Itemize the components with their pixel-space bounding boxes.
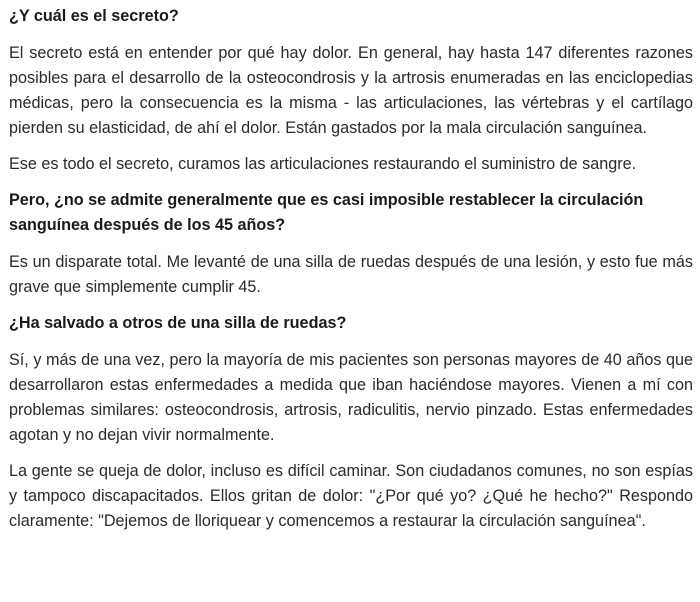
paragraph-wheelchair-answer: Es un disparate total. Me levanté de una silla de ruedas después de una lesión, y esto fue más grave que simplemente cumplir 45. <box>9 253 693 296</box>
paragraph-complaints: La gente se queja de dolor, incluso es difícil caminar. Son ciudadanos comunes, no son espías y tampoco discapacitados. Ellos gritan de dolor: "¿Por qué yo? ¿Qué he hecho?" Respondo claramente: "Dejemos de lloriquear y comencemos a restaurar la circulación sanguínea". <box>9 462 693 530</box>
heading-secret: ¿Y cuál es el secreto? <box>9 7 179 25</box>
paragraph-patients: Sí, y más de una vez, pero la mayoría de mis pacientes son personas mayores de 40 años que desarrollaron estas enfermedades a medida que iban haciéndose mayores. Vienen a mí con problemas similares: osteocondrosis, artrosis, radiculitis, nervio pinzado. Estas enfermedades agotan y no dejan vivir normalmente. <box>9 351 693 444</box>
heading-circulation-question: Pero, ¿no se admite generalmente que es casi imposible restablecer la circulación sanguínea después de los 45 años? <box>9 191 644 234</box>
paragraph-whole-secret: Ese es todo el secreto, curamos las articulaciones restaurando el suministro de sangre. <box>9 155 637 173</box>
heading-saved-others: ¿Ha salvado a otros de una silla de ruedas? <box>9 314 347 332</box>
paragraph-pain-reasons: El secreto está en entender por qué hay dolor. En general, hay hasta 147 diferentes razones posibles para el desarrollo de la osteocondrosis y la artrosis enumeradas en las enciclopedias médicas, pero la consecuencia es la misma - las articulaciones, las vértebras y el cartílago pierden su elasticidad, de ahí el dolor. Están gastados por la mala circulación sanguínea. <box>9 44 693 137</box>
